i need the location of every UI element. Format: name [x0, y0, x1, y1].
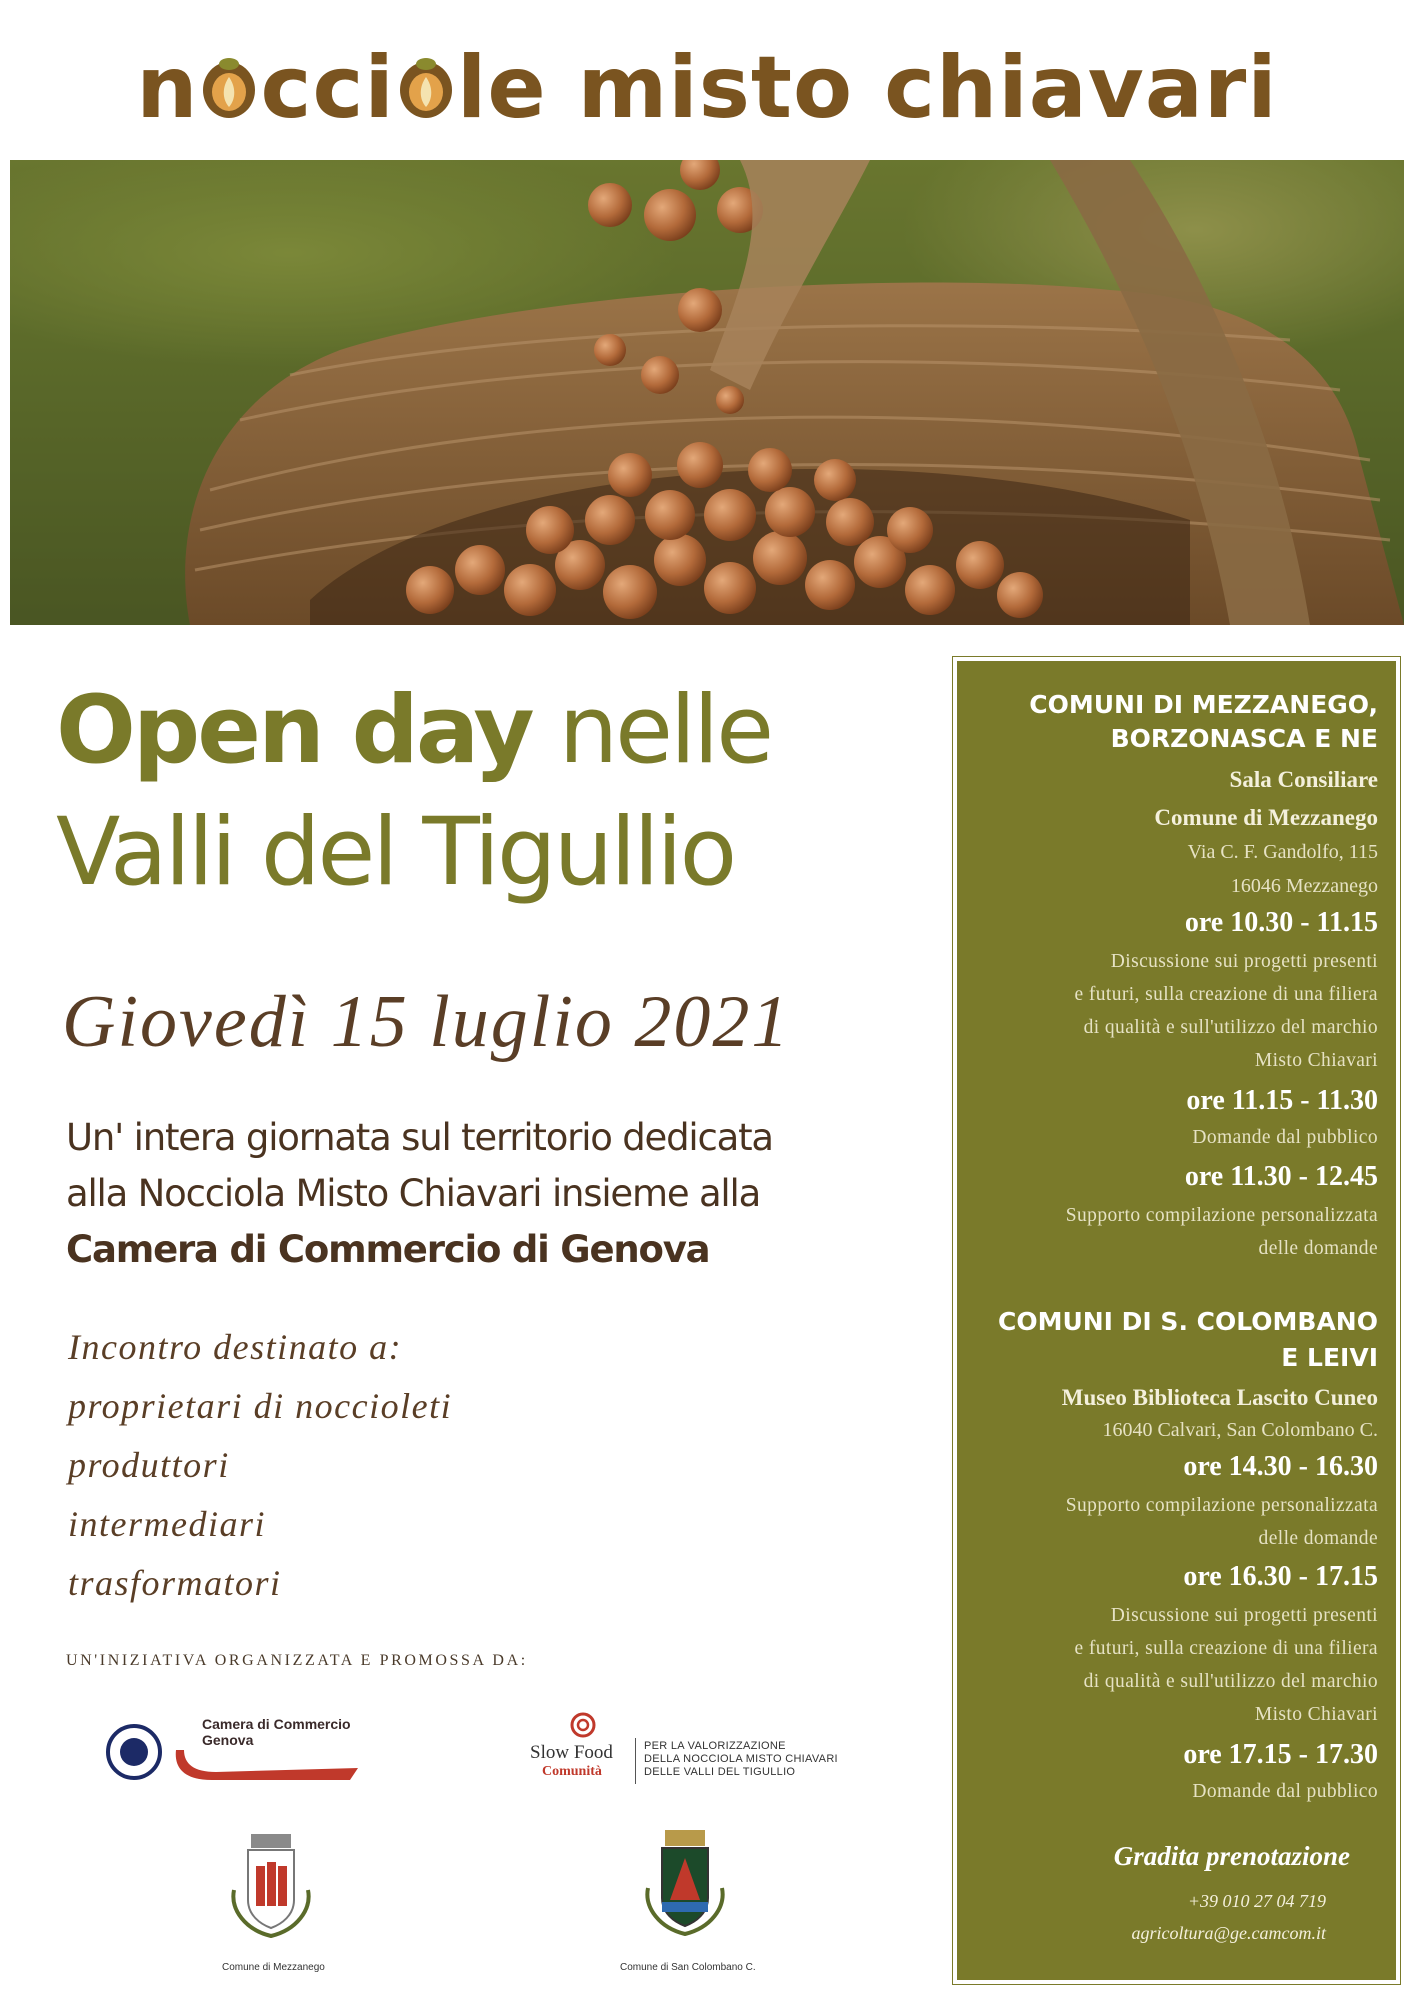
title-part-1: n	[136, 38, 199, 138]
group1-desc-3: delle domande	[1258, 1238, 1378, 1259]
group2-desc-2: Misto Chiavari	[1254, 1704, 1378, 1725]
group2-title-line-2: E LEIVI	[1281, 1343, 1378, 1372]
intro-line-2: alla Nocciola Misto Chiavari insieme alla	[66, 1172, 761, 1215]
group1-time-2: ore 11.15 - 11.30	[1186, 1085, 1378, 1116]
contact-phone: +39 010 27 04 719	[1187, 1891, 1326, 1911]
title-part-2: cci	[260, 38, 395, 138]
group2-desc-3: Domande dal pubblico	[1192, 1781, 1378, 1802]
slow-food-brand: Slow Food	[530, 1742, 613, 1763]
mezzanego-crest-icon	[226, 1830, 316, 1940]
audience-item: trasformatori	[68, 1563, 282, 1603]
title-part-3: le misto chiavari	[456, 38, 1278, 138]
snail-icon	[568, 1712, 598, 1738]
group1-address-line-1: Via C. F. Gandolfo, 115	[1187, 841, 1378, 863]
hero-photo	[10, 160, 1404, 625]
group1-address-line-2: 16046 Mezzanego	[1230, 875, 1378, 897]
event-date: Giovedì 15 luglio 2021	[62, 981, 791, 1063]
group1-desc-3: Supporto compilazione personalizzata	[1065, 1205, 1378, 1226]
headline-rest: nelle	[558, 676, 772, 785]
audience-item: produttori	[68, 1445, 230, 1485]
group2-desc-2: di qualità e sull'utilizzo del marchio	[1083, 1671, 1378, 1692]
group1-title-line-1: COMUNI DI MEZZANEGO,	[1029, 690, 1378, 719]
cciaa-line-1: Camera di Commercio	[202, 1716, 351, 1732]
hazelnut-icon	[397, 40, 455, 102]
group1-venue-line-1: Sala Consiliare	[1229, 767, 1378, 792]
group1-time-3: ore 11.30 - 12.45	[1184, 1161, 1378, 1192]
headline-line-2: Valli del Tigullio	[56, 798, 735, 907]
camera-di-commercio-logo	[106, 1716, 366, 1786]
group2-desc-2: Discussione sui progetti presenti	[1110, 1605, 1378, 1626]
slow-food-desc-line: DELLE VALLI DEL TIGULLIO	[644, 1766, 796, 1778]
headline-bold: Open day	[56, 676, 532, 785]
booking-note: Gradita prenotazione	[1113, 1841, 1350, 1871]
group2-venue: Museo Biblioteca Lascito Cuneo	[1061, 1385, 1378, 1410]
slow-food-sub: Comunità	[542, 1764, 602, 1779]
cciaa-emblem-icon	[106, 1724, 162, 1780]
group2-time-1: ore 14.30 - 16.30	[1183, 1451, 1378, 1482]
audience-item: proprietari di noccioleti	[68, 1386, 453, 1426]
group2-time-2: ore 16.30 - 17.15	[1183, 1561, 1378, 1592]
san-colombano-crest-icon	[640, 1828, 730, 1938]
intro-line-3: Camera di Commercio di Genova	[66, 1228, 710, 1271]
group2-address: 16040 Calvari, San Colombano C.	[1102, 1419, 1378, 1441]
group2-title-line-1: COMUNI DI S. COLOMBANO	[997, 1307, 1378, 1336]
slow-food-description	[644, 1740, 838, 1779]
hazelnut-icon	[200, 40, 258, 102]
group1-desc-1: Discussione sui progetti presenti	[1110, 951, 1378, 972]
audience-heading: Incontro destinato a:	[68, 1327, 403, 1367]
slow-food-desc-line: PER LA VALORIZZAZIONE	[644, 1740, 786, 1752]
group1-desc-1: di qualità e sull'utilizzo del marchio	[1083, 1017, 1378, 1038]
group2-desc-1: Supporto compilazione personalizzata	[1065, 1495, 1378, 1516]
group1-venue-line-2: Comune di Mezzanego	[1154, 805, 1378, 830]
audience-list	[68, 1318, 452, 1613]
slow-food-desc-line: DELLA NOCCIOLA MISTO CHIAVARI	[644, 1753, 838, 1765]
intro-line-1: Un' intera giornata sul territorio dedicata	[66, 1116, 773, 1159]
group1-desc-1: e futuri, sulla creazione di una filiera	[1074, 984, 1378, 1005]
group2-desc-2: e futuri, sulla creazione di una filiera	[1074, 1638, 1378, 1659]
group1-desc-1: Misto Chiavari	[1254, 1050, 1378, 1071]
crest-label-mezzanego: Comune di Mezzanego	[222, 1962, 325, 1973]
headline-line-1	[56, 676, 771, 786]
page-title	[0, 38, 1414, 138]
group2-desc-1: delle domande	[1258, 1528, 1378, 1549]
slow-food-logo	[530, 1712, 850, 1782]
cciaa-line-2: Genova	[202, 1732, 254, 1748]
logo-divider	[635, 1738, 636, 1784]
audience-item: intermediari	[68, 1504, 266, 1544]
organized-by-label: UN'INIZIATIVA ORGANIZZATA E PROMOSSA DA:	[66, 1652, 528, 1669]
schedule-panel	[953, 657, 1400, 1984]
group1-title-line-2: BORZONASCA E NE	[1110, 724, 1378, 753]
cciaa-name	[202, 1716, 351, 1748]
group1-time-1: ore 10.30 - 11.15	[1184, 907, 1378, 938]
contact-email: agricoltura@ge.camcom.it	[1131, 1923, 1326, 1943]
intro-text	[66, 1110, 866, 1278]
cciaa-swoosh-icon	[172, 1746, 362, 1786]
group1-desc-2: Domande dal pubblico	[1192, 1127, 1378, 1148]
crest-label-san-colombano: Comune di San Colombano C.	[620, 1962, 756, 1973]
group2-time-3: ore 17.15 - 17.30	[1183, 1739, 1378, 1770]
